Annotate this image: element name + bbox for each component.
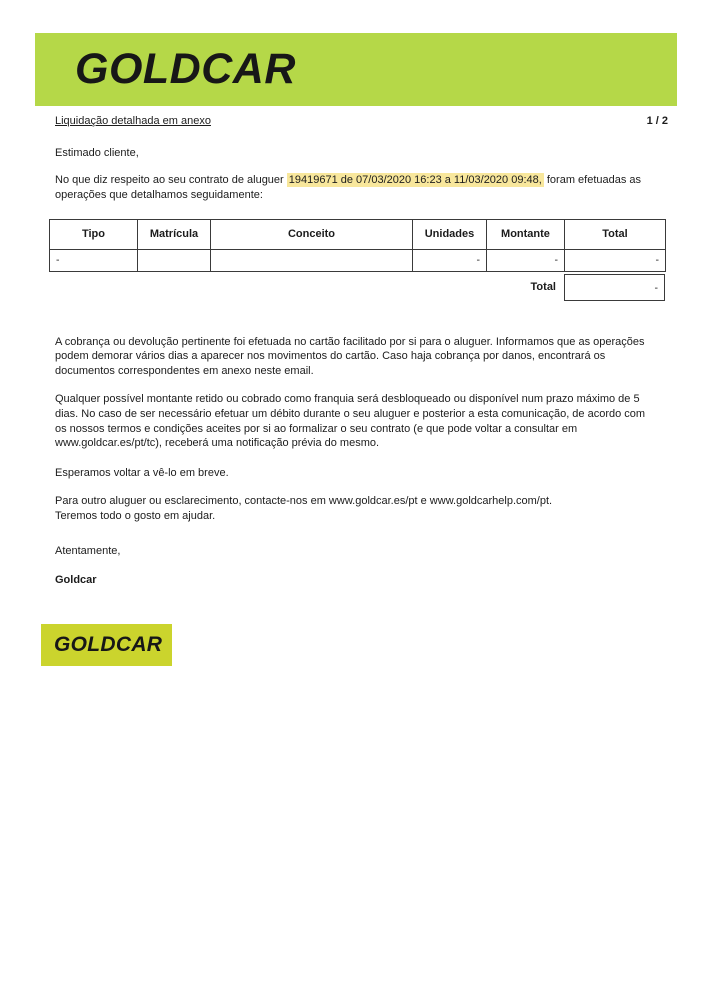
signature-text: Goldcar bbox=[55, 574, 97, 587]
cell-total: - bbox=[565, 249, 666, 271]
contact-info-line2: Teremos todo o gosto em ajudar. bbox=[55, 509, 216, 522]
cell-unidades: - bbox=[413, 249, 487, 271]
page-number: 1 / 2 bbox=[646, 115, 668, 127]
column-header-unidades: Unidades bbox=[413, 220, 487, 250]
intro-paragraph bbox=[55, 173, 655, 202]
table-row bbox=[50, 249, 666, 271]
subject-row bbox=[55, 114, 668, 129]
paragraph-see-you-soon: Esperamos voltar a vê-lo em breve. bbox=[55, 466, 229, 479]
column-header-conceito: Conceito bbox=[211, 220, 413, 250]
column-header-tipo: Tipo bbox=[50, 220, 138, 250]
column-header-total: Total bbox=[565, 220, 666, 250]
subject-line: Liquidação detalhada em anexo bbox=[55, 115, 211, 127]
column-header-matricula: Matrícula bbox=[138, 220, 211, 250]
closing-text: Atentamente, bbox=[55, 544, 121, 557]
contact-info-line1: Para outro aluguer ou esclarecimento, contacte-nos em www.goldcar.es/pt e www.goldcarhelp.com/pt. bbox=[55, 495, 553, 508]
cell-montante: - bbox=[487, 249, 565, 271]
charges-table bbox=[49, 219, 666, 271]
intro-text-before: No que diz respeito ao seu contrato de aluguer bbox=[55, 174, 287, 187]
goldcar-logo: GOLDCAR bbox=[75, 45, 296, 93]
total-row bbox=[49, 274, 665, 301]
paragraph-deposit-release-info: Qualquer possível montante retido ou cobrado como franquia será desbloqueado ou disponível num prazo máximo de 5 dias. No caso de ser necessário efetuar um débito durante o seu aluguer e posterior a esta comunicação, de acordo com os nossos termos e condições aceites por si ao formalizar o seu contrato (e que pode voltar a consultar em www.goldcar.es/pt/tc), receberá uma notificação prévia do mesmo. bbox=[55, 393, 646, 450]
total-label: Total bbox=[530, 280, 556, 293]
table-header-row bbox=[50, 220, 666, 250]
cell-tipo: - bbox=[50, 249, 138, 271]
cell-matricula bbox=[138, 249, 211, 271]
paragraph-card-charge-info: A cobrança ou devolução pertinente foi efetuada no cartão facilitado por si para o aluguer. Informamos que as operações podem demorar vários dias a aparecer nos movimentos do cartão. Caso haja cobrança por danos, encontrará os documentos correspondentes em anexo neste email. bbox=[55, 335, 645, 377]
highlighted-contract-info: 19419671 de 07/03/2020 16:23 a 11/03/2020 09:48, bbox=[288, 174, 542, 187]
cell-conceito bbox=[211, 249, 413, 271]
header-logo-banner bbox=[35, 33, 677, 106]
footer-logo-banner bbox=[41, 624, 172, 666]
paragraph-contact-info bbox=[55, 494, 655, 523]
intro-text-after: foram efetuadas as operações que detalhamos seguidamente: bbox=[55, 174, 642, 201]
column-header-montante: Montante bbox=[487, 220, 565, 250]
total-value-cell: - bbox=[564, 274, 665, 301]
greeting-text: Estimado cliente, bbox=[55, 146, 139, 159]
goldcar-logo-small: GOLDCAR bbox=[54, 633, 163, 657]
